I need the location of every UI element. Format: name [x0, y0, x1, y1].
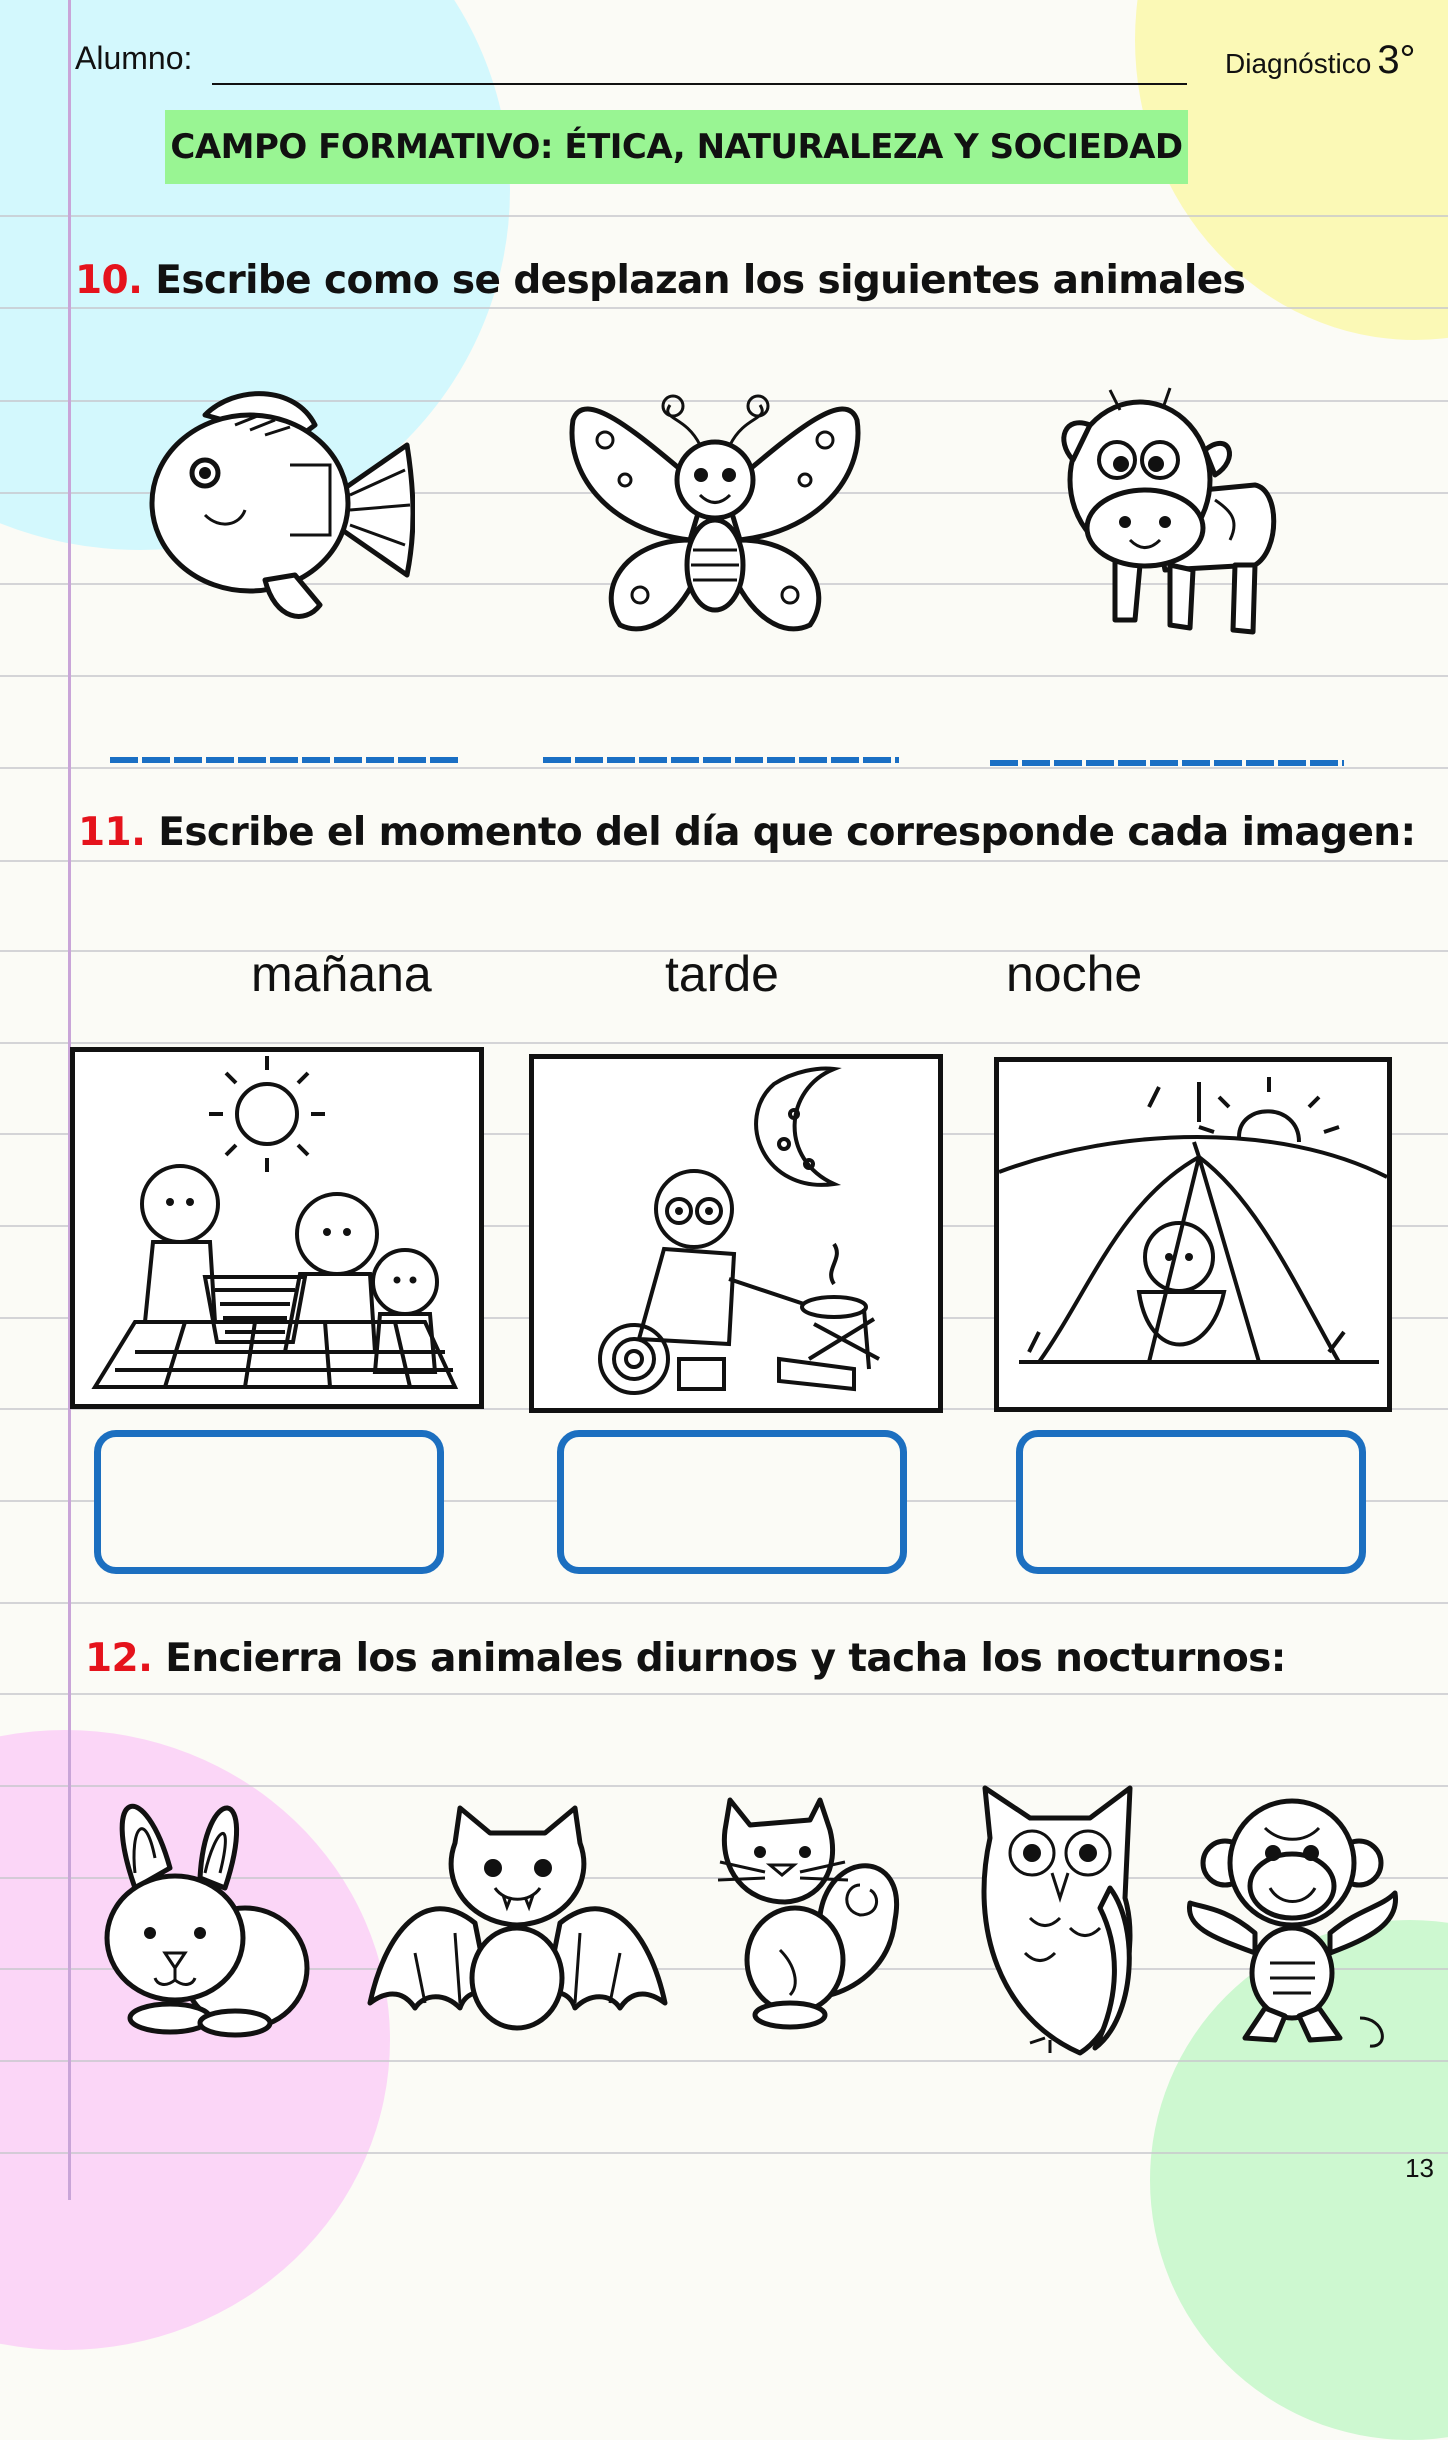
question-10: 10. Escribe como se desplazan los siguientes animales [75, 258, 1246, 303]
answer-box-1[interactable] [94, 1430, 444, 1574]
picnic-sun-scene [70, 1047, 484, 1409]
calf-icon [1055, 380, 1295, 650]
student-label: Alumno: [75, 40, 193, 76]
diagnostic-label: Diagnóstico 3° [1225, 38, 1416, 82]
rabbit-icon [95, 1778, 315, 2038]
answer-box-3[interactable] [1016, 1430, 1366, 1574]
field-banner: CAMPO FORMATIVO: ÉTICA, NATURALEZA Y SOCIEDAD [165, 110, 1188, 184]
word-noche: noche [1006, 946, 1143, 1002]
owl-icon [970, 1778, 1150, 2063]
page-number: 13 [1405, 2153, 1434, 2183]
butterfly-icon [565, 380, 865, 645]
answer-line-3[interactable] [990, 760, 1344, 766]
answer-box-2[interactable] [557, 1430, 907, 1574]
answer-line-1[interactable] [110, 757, 462, 763]
word-tarde: tarde [665, 946, 779, 1002]
word-manana: mañana [251, 946, 432, 1002]
question-11: 11. Escribe el momento del día que corresponde cada imagen: [78, 810, 1416, 855]
bat-icon [365, 1803, 670, 2033]
campfire-moon-scene [529, 1054, 943, 1413]
fish-icon [145, 385, 415, 630]
squirrel-icon [710, 1790, 900, 2030]
student-name-field[interactable] [212, 83, 1187, 85]
grade-label: 3° [1377, 38, 1416, 82]
question-12: 12. Encierra los animales diurnos y tacha los nocturnos: [85, 1636, 1286, 1681]
tent-sunrise-scene [994, 1057, 1392, 1412]
answer-line-2[interactable] [543, 757, 899, 763]
monkey-icon [1185, 1788, 1400, 2050]
